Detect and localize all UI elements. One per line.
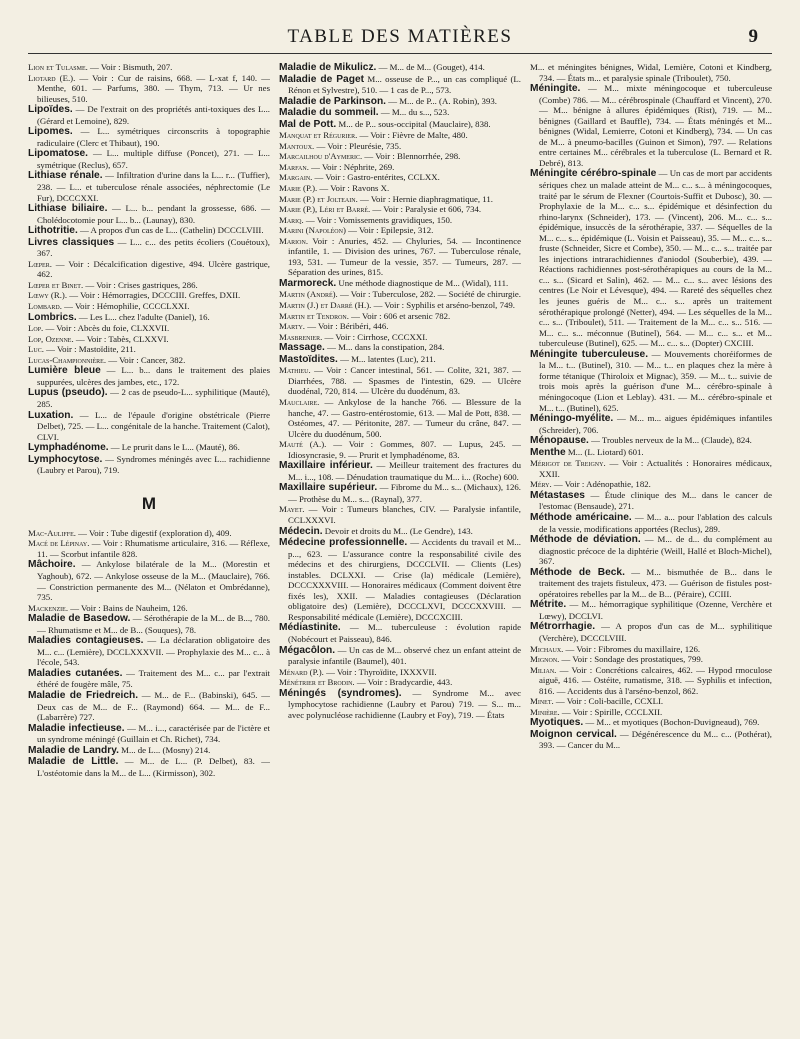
index-entry bbox=[28, 387, 270, 409]
index-entry bbox=[28, 723, 270, 745]
entry-headword: Lœper et Binet. bbox=[28, 279, 84, 290]
entry-headword: Martin (J.) et Darré (H.). bbox=[279, 300, 372, 311]
entry-headword: Ménard (P.). bbox=[279, 666, 324, 677]
entry-text: — Ankylose de la hanche 766. — Blessure de la hanche, 47. — Gastro-entérostomie, 613. — Mal de Pott, 838. — Ostéomes, 47. — Péritonite, 287. — Tumeur du crâne, 847. — Ulcère du duodénum, 500. bbox=[288, 396, 521, 439]
entry-text: — Voir : Fibromes du maxillaire, 126. bbox=[563, 643, 701, 654]
entry-headword: Michaux. bbox=[530, 643, 564, 654]
entry-headword: Méthode de déviation. bbox=[530, 534, 641, 546]
entry-text: Devoir et droits du M... (Le Gendre), 143. bbox=[322, 525, 473, 536]
entry-text: — Voir : Concrétions calcaires, 462. — Hypod rmoculose aiguë, 416. — Ostéite, rumatisme, 318. — Syphilis et infection, 816. — Accidents dus à l'arséno-benzol, 862. bbox=[539, 664, 772, 696]
index-entry bbox=[530, 83, 772, 168]
entry-text: — M... dans la constipation, 284. bbox=[324, 342, 445, 353]
entry-headword: Méry. bbox=[530, 479, 552, 490]
index-entry bbox=[279, 172, 521, 183]
entry-headword: Mackenzie. bbox=[28, 602, 69, 613]
entry-headword: Méningite cérébro-spinale bbox=[530, 168, 657, 180]
section-letter: M bbox=[141, 493, 157, 513]
entry-headword: Lombrics. bbox=[28, 311, 77, 323]
entry-headword: Maladie de Parkinson. bbox=[279, 95, 387, 107]
entry-headword: Luxation. bbox=[28, 409, 74, 421]
index-entry bbox=[28, 225, 270, 237]
entry-headword: Métastases bbox=[530, 489, 585, 501]
entry-text: — Les L... chez l'adulte (Daniel), 16. bbox=[76, 311, 210, 322]
index-entry bbox=[28, 312, 270, 324]
index-entry bbox=[530, 621, 772, 643]
entry-text: — Voir : Hernie diaphragmatique, 11. bbox=[357, 193, 493, 204]
index-entry bbox=[530, 62, 772, 83]
index-entry bbox=[530, 567, 772, 600]
index-entry bbox=[279, 677, 521, 688]
index-entry bbox=[279, 130, 521, 141]
index-entry bbox=[279, 119, 521, 131]
entry-text: — Voir : Abcès du foie, CLXXVII. bbox=[43, 323, 170, 334]
index-entry bbox=[28, 203, 270, 225]
index-entry bbox=[28, 290, 270, 301]
entry-text: — Un cas de M... observé chez un enfant atteint de paralysie infantile (Baumel), 401. bbox=[288, 644, 521, 667]
entry-headword: Maladie du sommeil. bbox=[279, 107, 379, 119]
entry-headword: Moignon cervical. bbox=[530, 728, 617, 740]
entry-headword: Maladie de Friedreich. bbox=[28, 689, 139, 701]
index-entry bbox=[279, 332, 521, 343]
entry-headword: Liotard (E.). bbox=[28, 72, 76, 83]
entry-text: — Voir : Rhumatisme articulaire, 316. — Réflexe, 11. — Scorbut infantile 828. bbox=[37, 538, 270, 559]
entry-headword: Lipoïdes. bbox=[28, 104, 73, 116]
entry-headword: Maxillaire supérieur. bbox=[279, 482, 378, 494]
index-entry bbox=[530, 534, 772, 567]
entry-text: — Voir : Ravons X. bbox=[317, 183, 390, 194]
entry-headword: Mathieu. bbox=[279, 365, 311, 376]
index-entry bbox=[279, 215, 521, 226]
entry-headword: Maladies contagieuses. bbox=[28, 635, 144, 647]
entry-headword: Lymphocytose. bbox=[28, 453, 103, 465]
entry-headword: Maladie de Mikulicz. bbox=[279, 62, 377, 73]
entry-headword: Lion et Tulasme. bbox=[28, 62, 88, 72]
entry-text: — L... b... dans le traitement des plaies suppurées, ulcères des jambes, etc., 172. bbox=[37, 365, 270, 387]
entry-text: — 2 cas de pseudo-L... syphilitique (Mauté), 285. bbox=[37, 387, 270, 409]
entry-headword: Mégacôlon. bbox=[279, 644, 336, 656]
entry-text: — Voir : Béribéri, 446. bbox=[305, 321, 389, 332]
entry-headword: Méningo-myélite. bbox=[530, 413, 614, 425]
entry-text: — Meilleur traitement des fractures du M... i..., 108. — Dénudation traumatique du M... i... (Roche) 600. bbox=[288, 460, 521, 482]
entry-headword: Margain. bbox=[279, 172, 313, 183]
entry-text: — Mouvements choréiformes de la M... t... (Butinel), 310. — M... t... en plaques chez la mère à forme tétanique (Thiroloix et Mignac), 359. — M... t... suivie de trois mois après la guérison d'une M... cérébro-spinale à méningocoque (Lion et Leblay). 431. — M... cérébro-spinale et M... t... (Butinel), 625. bbox=[539, 348, 772, 413]
entry-text: — A propos d'un cas de L... (Cathelin) DCCCLVIII. bbox=[77, 225, 264, 236]
index-entry bbox=[279, 289, 521, 300]
entry-headword: Médecin. bbox=[279, 525, 323, 537]
index-entry bbox=[530, 479, 772, 490]
entry-text: — Étude clinique des M... dans le cancer de l'estomac (Bensaude), 271. bbox=[539, 489, 772, 512]
entry-headword: Marmoreck. bbox=[279, 277, 337, 289]
entry-text: — M... m... aigues épidémiques infantiles (Schreider), 706. bbox=[539, 413, 772, 435]
entry-headword: Lombard. bbox=[28, 301, 62, 312]
entry-text: — L... de l'épaule d'origine obstétricale (Pierre Delbet), 725. — L... congénitale de la hanche. Traitement (Calot), CLVI. bbox=[37, 409, 270, 442]
index-entry bbox=[279, 96, 521, 108]
page-title: TABLE DES MATIÈRES bbox=[287, 26, 513, 47]
entry-text: — Voir : Tuberculose, 282. — Société de chirurgie. bbox=[337, 289, 521, 300]
entry-text: Une méthode diagnostique de M... (Widal), 111. bbox=[336, 277, 509, 288]
index-entry bbox=[279, 300, 521, 311]
entry-text: — De l'extrait on des propriétés anti-toxiques des L... (Gérard et Lemoine), 829. bbox=[37, 104, 270, 126]
entry-text: — M... mixte méningocoque et tuberculeuse (Combe) 786. — M... cérébrospinale (Chauffard et Vincent), 270. — M... bénigne à allures épidémiques (Rist), 719. — M... bénignes (Gaillard et Bauffle), 734. — États méningés et M... bénignes (Widal, Lemierre, Cotoni et Kindberg), 734. — Un cas de M... à pneumo-bacilles (Guinon et Simon), 797. — Relations entre certaines M... cérébrales et la tuberculose (L. Bernard et R. Debré), 813. bbox=[539, 83, 772, 168]
index-entry bbox=[279, 397, 521, 439]
index-column-2 bbox=[279, 62, 521, 1030]
entry-text: — Fibrome du M... s... (Michaux), 126. — Prothèse du M... s... (Raynal), 377. bbox=[288, 482, 521, 504]
entry-headword: Maladie de Landry. bbox=[28, 744, 119, 756]
index-entry bbox=[28, 301, 270, 312]
entry-headword: Lop. bbox=[28, 323, 44, 334]
index-entry bbox=[530, 168, 772, 348]
entry-headword: Lipomes. bbox=[28, 126, 73, 138]
index-entry bbox=[28, 538, 270, 559]
entry-headword: Mâchoire. bbox=[28, 559, 76, 571]
index-entry bbox=[279, 688, 521, 721]
entry-text: — Voir : Blennorrhée, 298. bbox=[362, 151, 461, 162]
entry-headword: Métrite. bbox=[530, 599, 567, 611]
index-entry bbox=[279, 236, 521, 278]
entry-text: — Voir : Spirille, CCCLXII. bbox=[559, 706, 663, 717]
entry-headword: Lithiase rénale. bbox=[28, 170, 103, 182]
index-entry bbox=[28, 237, 270, 259]
entry-text: — Voir : Tabès, CLXXVI. bbox=[73, 333, 169, 344]
entry-headword: Maxillaire inférieur. bbox=[279, 460, 373, 472]
entry-headword: Massage. bbox=[279, 342, 325, 354]
entry-headword: Mac-Auliffe. bbox=[28, 527, 76, 538]
entry-headword: Marie (P.). bbox=[279, 183, 318, 194]
entry-headword: Médiastinite. bbox=[279, 622, 341, 634]
index-entry bbox=[530, 654, 772, 665]
index-entry bbox=[279, 183, 521, 194]
entry-headword: Marie (P.), Léri et Barré. bbox=[279, 204, 371, 215]
entry-text: — Voir : Cancer, 382. bbox=[106, 354, 186, 365]
index-entry bbox=[530, 435, 772, 447]
entry-text: — Voir : Cur de raisins, 668. — L-xat f, 140. — Menthe, 601. — Parfums, 380. — Thym, 713. — Ur nes bilieuses, 510. bbox=[37, 72, 270, 104]
index-entry bbox=[279, 321, 521, 332]
index-entry bbox=[279, 151, 521, 162]
entry-headword: Mérigot de Treigny. bbox=[530, 458, 606, 469]
entry-headword: Minet. bbox=[530, 696, 554, 707]
index-entry bbox=[279, 667, 521, 678]
entry-text: — Voir : Actualités : Honoraires médicaux, XXII. bbox=[539, 458, 772, 479]
entry-headword: Menthe bbox=[530, 446, 566, 458]
index-entry bbox=[279, 74, 521, 96]
entry-text: M... de L... (Mosny) 214. bbox=[118, 744, 211, 755]
entry-headword: Luc. bbox=[28, 344, 44, 355]
entry-text: — Sérothérapie de la M... de B..., 780. — Rhumatisme et M... de B... (Souques), 78. bbox=[37, 613, 270, 635]
index-column-1 bbox=[28, 62, 270, 1030]
index-entry bbox=[28, 148, 270, 170]
entry-text: — Syndrome M... avec lymphocytose rachidienne (Laubry et Parou) 719. — S... m... avec polynucléose rachidienne (Laubry et Foy), 719. — États bbox=[288, 687, 521, 720]
entry-text: — L... b... pendant la grossesse, 686. — Cholédocotomie pour L... b... (Launay), 830. bbox=[37, 203, 270, 225]
index-entry bbox=[279, 311, 521, 322]
entry-headword: Masbrenier. bbox=[279, 331, 323, 342]
entry-headword: Lithiase biliaire. bbox=[28, 203, 108, 215]
entry-headword: Myotiques. bbox=[530, 717, 584, 729]
index-entry bbox=[279, 204, 521, 215]
entry-text: — M... du s..., 523. bbox=[378, 107, 450, 118]
index-entry bbox=[28, 613, 270, 635]
entry-headword: Méningés (syndromes). bbox=[279, 687, 402, 699]
entry-text: — Ankylose bilatérale de la M... (Morestin et Yaghoub), 672. — Ankylose osseuse de la M... (Mauclaire), 766. — Constriction permanente des M... (Nélaton et Ombrédanne), 735. bbox=[37, 559, 270, 603]
index-entry bbox=[28, 73, 270, 105]
entry-headword: Martin et Tendron. bbox=[279, 310, 349, 321]
entry-headword: Minière. bbox=[530, 706, 560, 717]
entry-text: — Voir : Syphilis et arséno-benzol, 749. bbox=[371, 300, 515, 311]
entry-text: — Voir : Bradycardie, 443. bbox=[354, 677, 453, 688]
index-entry bbox=[28, 745, 270, 757]
entry-text: M... (L. Liotard) 601. bbox=[565, 446, 644, 457]
entry-text: — M... tuberculeuse : évolution rapide (Nobécourt et Paisseau), 846. bbox=[288, 622, 521, 644]
entry-text: — M... i..., caractérisée par de l'ictère et un syndrome méningé (Guillain et Ch. Richet), 734. bbox=[37, 722, 270, 745]
entry-headword: Marion. bbox=[279, 235, 309, 246]
entry-headword: Mayet. bbox=[279, 504, 305, 515]
entry-headword: Lœwy (R.). bbox=[28, 290, 68, 301]
entry-headword: Lithotritie. bbox=[28, 225, 78, 237]
index-entry bbox=[279, 278, 521, 290]
index-entry bbox=[28, 635, 270, 668]
running-head bbox=[0, 26, 800, 50]
entry-text: — Voir : Paralysie et 606, 734. bbox=[370, 204, 482, 215]
entry-headword: Métrorrhagie. bbox=[530, 621, 596, 633]
index-entry bbox=[279, 141, 521, 152]
index-entry bbox=[28, 690, 270, 723]
entry-text: M... de P... sous-occipital (Mauclaire), 838. bbox=[336, 118, 491, 129]
entry-headword: Lipomatose. bbox=[28, 148, 89, 160]
index-entry bbox=[530, 413, 772, 435]
entry-headword: Lumière bleue bbox=[28, 365, 101, 377]
entry-headword: Lymphadénome. bbox=[28, 442, 109, 454]
entry-text: — Voir : Coli-bacille, CCXLI. bbox=[553, 696, 664, 707]
entry-text: — Infiltration d'urine dans la L... r... (Tuffier), 238. — L... et tuberculose rénale associées, néphrectomie (Le Fur), DCCCXXI. bbox=[37, 170, 270, 203]
entry-headword: Maladie de Basedow. bbox=[28, 613, 131, 625]
entry-headword: Mariq. bbox=[279, 214, 304, 225]
entry-headword: Mastoïdites. bbox=[279, 353, 338, 365]
entry-text: — Voir : Epilepsie, 312. bbox=[345, 225, 434, 236]
index-entry bbox=[530, 696, 772, 707]
index-entry bbox=[279, 62, 521, 74]
index-entry bbox=[279, 194, 521, 205]
index-entry bbox=[279, 365, 521, 397]
entry-headword: Manquat et Régurier. bbox=[279, 130, 358, 141]
entry-headword: Lœper. bbox=[28, 258, 52, 269]
entry-text: — Voir : Gastro-entérites, CCLXX. bbox=[312, 172, 440, 183]
entry-headword: Méthode américaine. bbox=[530, 511, 632, 523]
entry-text: — M... de P... (A. Robin), 393. bbox=[386, 95, 497, 106]
index-entry bbox=[279, 107, 521, 119]
entry-headword: Mantoux. bbox=[279, 140, 315, 151]
entry-text: — M... de L... (P. Delbet), 83. — L'ostéotomie dans la M... de L... (Kirmisson), 302. bbox=[37, 756, 270, 778]
entry-text: — L... symétriques circonscrits à topographie radiculaire (Clerc et Thibaut), 190. bbox=[37, 126, 270, 148]
index-entry bbox=[28, 559, 270, 602]
index-entry bbox=[279, 482, 521, 504]
entry-headword: Méthode de Beck. bbox=[530, 566, 625, 578]
entry-text: — M... de d... du complément au diagnostic précoce de la diphtérie (Weill, Hallé et Bloch-Michel), 367. bbox=[539, 534, 772, 567]
entry-text: — Accidents du travail et M... p..., 623. — L'assurance contre la responsabilité civile des médecins et des chirurgiens, DCCCLVII. — Clients (Les) instables. DCLXXI. — Crise (la) médicale (Lemière), DCCCXXXVIII. — Honoraires médicaux (Comment doivent être fixés les), XXII. — Maladies contagieuses (Déclaration obligatoire des) (Lemière), DCCCLXVI, DCCCXXVIII. — Responsabilité médicale (Lemière), DCCCXCIII. bbox=[288, 537, 521, 622]
index-column-3 bbox=[530, 62, 772, 1030]
entry-text: — M... bismuthée de B... dans le traitement des trajets fistuleux, 473. — Guérison de fistules post-opératoires rebelles par la M... de B... (Péraire), CCIII. bbox=[539, 566, 772, 599]
entry-text: — M... a... pour l'ablation des calculs de la vessie, modifications apportées (Reclus), 289. bbox=[539, 511, 772, 534]
entry-headword: Marcailhou d'Aymeric. bbox=[279, 151, 363, 162]
entry-headword: Maladie de Little. bbox=[28, 756, 119, 768]
index-entry bbox=[530, 490, 772, 512]
index-entry bbox=[530, 665, 772, 697]
index-entry bbox=[28, 365, 270, 387]
index-entry bbox=[530, 512, 772, 534]
entry-text: — Voir : Fièvre de Malte, 480. bbox=[357, 130, 468, 141]
index-entry bbox=[28, 454, 270, 476]
entry-text: — Voir : Hémorragies, DCCCIII. Greffes, DXII. bbox=[67, 290, 241, 301]
entry-text: — Voir : Tumeurs blanches, CIV. — Paralysie infantile, CCLXXXVI. bbox=[288, 504, 521, 525]
index-entry bbox=[28, 756, 270, 778]
index-entry bbox=[279, 162, 521, 173]
index-entry bbox=[279, 225, 521, 236]
entry-text: M... osseuse de P..., un cas compliqué (L. Rénon et Sylvestre), 510. — 1 cas de P..., 573. bbox=[288, 73, 521, 96]
entry-headword: Marty. bbox=[279, 321, 305, 332]
index-entry bbox=[279, 439, 521, 460]
index-entry bbox=[530, 729, 772, 751]
entry-headword: Méningite. bbox=[530, 83, 581, 95]
index-entry bbox=[28, 104, 270, 126]
entry-headword: Ménétrier et Brodin. bbox=[279, 677, 355, 688]
index-entry bbox=[28, 355, 270, 366]
entry-headword: Ménopause. bbox=[530, 435, 589, 447]
entry-text: M... et méningites bénignes, Widal, Lemière, Cotoni et Kindberg, 734. — États m... et paralysie spinale (Triboulet), 750. bbox=[530, 62, 772, 83]
index-entry bbox=[530, 447, 772, 459]
index-entry bbox=[28, 528, 270, 539]
entry-text: — M... hémorragique syphilitique (Ozenne, Verchère et Lœwy), DCCLVI. bbox=[539, 599, 772, 621]
entry-headword: Milian. bbox=[530, 664, 557, 675]
entry-headword: Médecine professionnelle. bbox=[279, 537, 408, 549]
entry-headword: Mal de Pott. bbox=[279, 118, 337, 130]
entry-headword: Maladie infectieuse. bbox=[28, 722, 125, 734]
index-entry bbox=[279, 537, 521, 622]
entry-headword: Lupus (pseudo). bbox=[28, 387, 108, 399]
entry-headword: Mauclaire. bbox=[279, 396, 320, 407]
entry-text: — M... latentes (Luc), 211. bbox=[337, 353, 436, 364]
index-entry bbox=[530, 599, 772, 621]
index-entry bbox=[28, 334, 270, 345]
entry-text: — Voir : Hémophilie, CCCCLXXI. bbox=[61, 301, 190, 312]
entry-text: — Voir : Décalcification digestive, 494. Ulcère gastrique, 462. bbox=[37, 258, 270, 280]
entry-text: — Traitement des M... c... par l'extrait éthéré de fougère mâle, 75. bbox=[37, 667, 270, 690]
entry-headword: Marie (P.) et Jolteain. bbox=[279, 193, 358, 204]
index-entry bbox=[279, 622, 521, 644]
page-number: 9 bbox=[748, 26, 758, 47]
index-entry bbox=[28, 442, 270, 454]
entry-text: — Voir : Cancer intestinal, 561. — Colite, 321, 387. — Diarrhées, 788. — Spasmes de l'intestin, 629. — Ulcère duodénal, 720, 814. — Ulcère du duodénum, 83. bbox=[288, 365, 521, 397]
index-entry bbox=[28, 323, 270, 334]
entry-headword: Marfan. bbox=[279, 161, 309, 172]
index-entry bbox=[28, 344, 270, 355]
index-entry bbox=[279, 342, 521, 354]
index-entry bbox=[279, 460, 521, 482]
entry-text: — Voir : Crises gastriques, 286. bbox=[83, 279, 198, 290]
entry-text: — Voir : Sondage des prostatiques, 799. bbox=[559, 654, 703, 665]
entry-text: — Voir : Adénopathie, 182. bbox=[551, 479, 651, 490]
entry-text: — Syndromes méningés avec L... rachidienne (Laubry et Parou), 719. bbox=[37, 453, 270, 476]
index-entry bbox=[28, 126, 270, 148]
index-entry bbox=[279, 354, 521, 366]
entry-text: — Un cas de mort par accidents sériques chez un malade atteint de M... c... s... à méningocoques, traité par le sérum de Flexner (Courtois-Suffit et Dubosc), 30. — Prophylaxie de la M... c... s... épidémique et désinfection du rhino-larynx (Schneider), 173. — (Vincent), 206. M... c... s... épidémique, insuccès de la sérothérapie, 337. — Séquelles de la M... c... s... épidémique (L. Voisin et Paisseau), 35. — M... c... s... fruste (Schneider, Sicre et Combe), 350. — M... c... s... traitée par les injections intrarachidiennes d'aniodol (Souberbie), 439. — Réactions rachidiennes post-sérothérapiques au cours de la M... c... s... (Sicard et Salin), 462. — M... c... s... avec lésions des centres (Le Noir et Lévesque), 494. — Rareté des séquelles chez les jeunes guéris de M... c... s... après un traitement sérothérapique prolongé (Netter), 494. — Les séquelles de la M... c... s... (Triboulet), 511. — Traitement de la M... c... s... 516. — M... c... s... méconnue (Butinel), 564. — M... c... s... et M... tuberculeuse (Butinel), 625. — M... c... s... (Dopter) CXCIII. bbox=[539, 168, 772, 349]
index-entry bbox=[28, 410, 270, 443]
entry-headword: Lucas-Championnière. bbox=[28, 354, 107, 365]
entry-headword: Lop, Ozenne. bbox=[28, 333, 74, 344]
index-columns bbox=[28, 62, 774, 1030]
index-entry bbox=[28, 603, 270, 614]
index-entry bbox=[279, 645, 521, 667]
index-entry bbox=[279, 504, 521, 525]
entry-text: — Voir : Tube digestif (exploration d), 409. bbox=[75, 527, 232, 538]
entry-text: — M... de M... (Gouget), 414. bbox=[376, 62, 485, 72]
index-entry bbox=[279, 526, 521, 538]
entry-headword: Macé de Lépinay. bbox=[28, 538, 90, 549]
entry-text: — Voir : Pleurésie, 735. bbox=[314, 140, 402, 151]
entry-text: — Voir : Néphrite, 269. bbox=[308, 161, 395, 172]
entry-text: Voir : Anuries, 452. — Chyluries, 54. — Incontinence infantile, 1. — Division des urines, 767. — Tuberculose rénale, 193, 531. — Tumeur de la vessie, 357. — Tumeurs, 287. — Séparation des urines, 815. bbox=[288, 235, 521, 278]
entry-text: — Dégénérescence du M... c... (Pothérat), 393. — Cancer du M... bbox=[539, 728, 772, 751]
entry-text: — Voir : Thyroïdite, IXXXVII. bbox=[323, 666, 437, 677]
entry-headword: Martin (André). bbox=[279, 289, 338, 300]
entry-headword: Méningite tuberculeuse. bbox=[530, 348, 649, 360]
entry-text: — Voir : Cirrhose, CCCXXI. bbox=[322, 331, 428, 342]
entry-text: — Le prurit dans le L... (Mauté), 86. bbox=[108, 442, 240, 453]
entry-text: — L... multiple diffuse (Poncet), 271. — L... symétrique (Reclus), 657. bbox=[37, 148, 270, 170]
entry-text: — A propos d'un cas de M... syphilitique (Verchère), DCCCLVIII. bbox=[539, 621, 772, 643]
index-entry bbox=[530, 707, 772, 718]
index-entry bbox=[28, 280, 270, 291]
index-entry bbox=[530, 349, 772, 413]
entry-text: — Voir : Vomissements gravidiques, 150. bbox=[303, 214, 453, 225]
entry-text: — Voir : 606 et arsenic 782. bbox=[348, 310, 451, 321]
index-entry bbox=[28, 259, 270, 280]
index-entry bbox=[530, 458, 772, 479]
index-entry bbox=[28, 170, 270, 203]
entry-text: — Voir : Bismuth, 207. bbox=[87, 62, 173, 72]
entry-text: — Troubles nerveux de la M... (Claude), 824. bbox=[588, 435, 752, 446]
index-entry bbox=[28, 668, 270, 690]
entry-headword: Maladies cutanées. bbox=[28, 667, 123, 679]
entry-headword: Mauté (A.). bbox=[279, 439, 327, 450]
index-entry bbox=[28, 62, 270, 73]
header-rule bbox=[28, 53, 772, 54]
entry-headword: Maladie de Paget bbox=[279, 73, 365, 85]
entry-headword: Marini (Napoléon) bbox=[279, 225, 346, 236]
entry-headword: Livres classiques bbox=[28, 236, 115, 248]
index-entry bbox=[530, 717, 772, 729]
entry-text: — Voir : Mastoïdite, 211. bbox=[43, 344, 136, 355]
entry-text: — M... et myotiques (Bochon-Duvigneaud), 769. bbox=[583, 717, 760, 728]
entry-text: — La déclaration obligatoire des M... c... (Lemière), DCCLXXXVII. — Prophylaxie des M... c... à l'école, 543. bbox=[37, 635, 270, 668]
entry-text: — L... c... des petits écoliers (Couétoux), 367. bbox=[37, 236, 270, 259]
entry-text: — Voir : Gommes, 807. — Lupus, 245. — Idiosyncrasie, 9. — Prurit et lymphadénome, 83. bbox=[288, 439, 521, 460]
index-entry bbox=[530, 644, 772, 655]
entry-text: — M... de F... (Babinski), 645. — Deux cas de M... de F... (Raymond) 664. — M... de F... (Labarrère) 727. bbox=[37, 689, 270, 723]
entry-headword: Mignon. bbox=[530, 654, 560, 665]
entry-text: — Voir : Bains de Nauheim, 126. bbox=[68, 602, 188, 613]
